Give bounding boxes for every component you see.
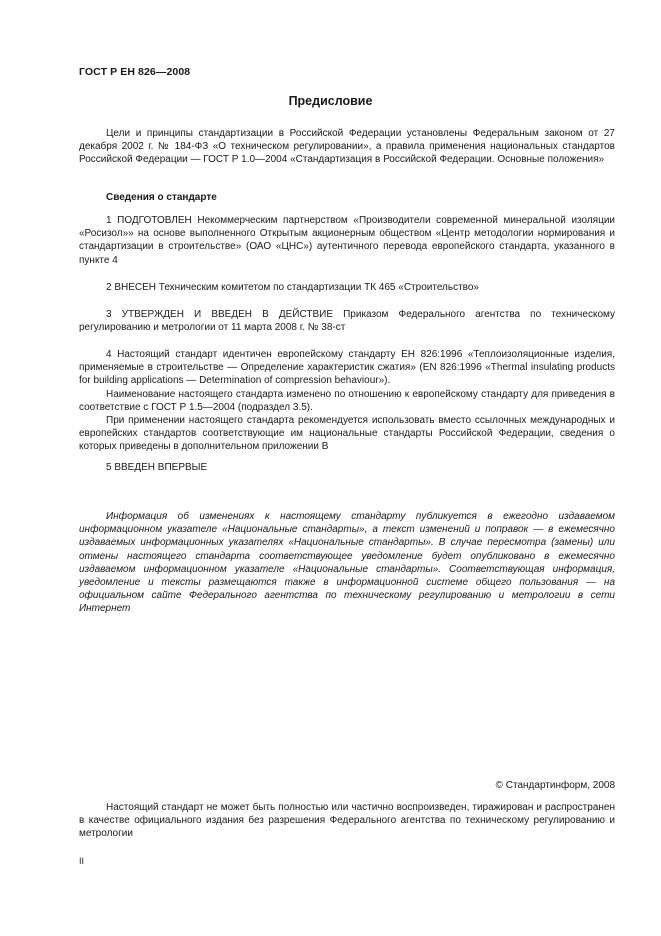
- copyright: © Стандартинформ, 2008: [495, 780, 615, 791]
- item-4-text: 4 Настоящий стандарт идентичен европейскому стандарту ЕН 826:1996 «Теплоизоляционные изделия, применяемые в строительстве — Определение характеристик сжатия» (EN 826:1996 «Thermal insulating products for building applications — Determination of compression behaviour»).: [79, 349, 615, 387]
- item-4-note-1: Наименование настоящего стандарта изменено по отношению к европейскому стандарту для приведения в соответствие с ГОСТ Р 1.5—2004 (подраздел 3.5).: [79, 388, 615, 413]
- page-number: II: [79, 856, 85, 866]
- item-4-note-2: При применении настоящего стандарта рекомендуется использовать вместо ссылочных международных и европейских стандартов соответствующие им национальные стандарты Российской Федерации, сведения о которых приведены в дополнительном приложении В: [79, 415, 615, 453]
- intro-paragraph: [79, 127, 615, 167]
- item-4: [79, 348, 615, 454]
- item-1-text: 1 ПОДГОТОВЛЕН Некоммерческим партнерством «Производители современной минеральной изоляции «Росизол»» на основе выполненного Открытым акционерным обществом «Центр методологии нормирования и стандартизации в строительстве» (ОАО «ЦНС») аутентичного перевода европейского стандарта, указанного в пункте 4: [79, 215, 615, 266]
- page-title: Предисловие: [288, 94, 373, 108]
- reproduction-notice: [79, 801, 615, 841]
- item-2-text: 2 ВНЕСЕН Техническим комитетом по стандартизации ТК 465 «Строительство»: [106, 282, 479, 293]
- changes-info: [79, 510, 615, 616]
- item-1: [79, 214, 615, 267]
- reproduction-notice-text: Настоящий стандарт не может быть полностью или частично воспроизведен, тиражирован и распространен в качестве официального издания без разрешения Федерального агентства по техническому регулированию и метрологии: [79, 802, 615, 840]
- standard-info-title: Сведения о стандарте: [106, 192, 217, 203]
- item-3-text: 3 УТВЕРЖДЕН И ВВЕДЕН В ДЕЙСТВИЕ Приказом Федерального агентства по техническому регулированию и метрологии от 11 марта 2008 г. № 38-ст: [79, 309, 615, 334]
- item-3: [79, 308, 615, 334]
- item-2: [79, 281, 615, 294]
- intro-text: Цели и принципы стандартизации в Российской Федерации установлены Федеральным законом от 27 декабря 2002 г. № 184-ФЗ «О техническом регулировании», а правила применения национальных стандартов Российской Федерации — ГОСТ Р 1.0—2004 «Стандартизация в Российской Федерации. Основные положения»: [79, 128, 615, 166]
- item-5-text: 5 ВВЕДЕН ВПЕРВЫЕ: [106, 462, 208, 473]
- changes-info-text: Информация об изменениях к настоящему стандарту публикуется в ежегодно издаваемом информационном указателе «Национальные стандарты», а текст изменений и поправок — в ежемесячно издаваемых информационных указателях «Национальные стандарты». В случае пересмотра (замены) или отмены настоящего стандарта соответствующее уведомление будет опубликовано в ежемесячно издаваемом информационном указателе «Национальные стандарты». Соответствующая информация, уведомление и тексты размещаются также в информационной системе общего пользования — на официальном сайте Федерального агентства по техническому регулированию и метрологии в сети Интернет: [79, 511, 615, 615]
- item-5: [79, 461, 615, 474]
- document-code: ГОСТ Р ЕН 826—2008: [79, 66, 191, 78]
